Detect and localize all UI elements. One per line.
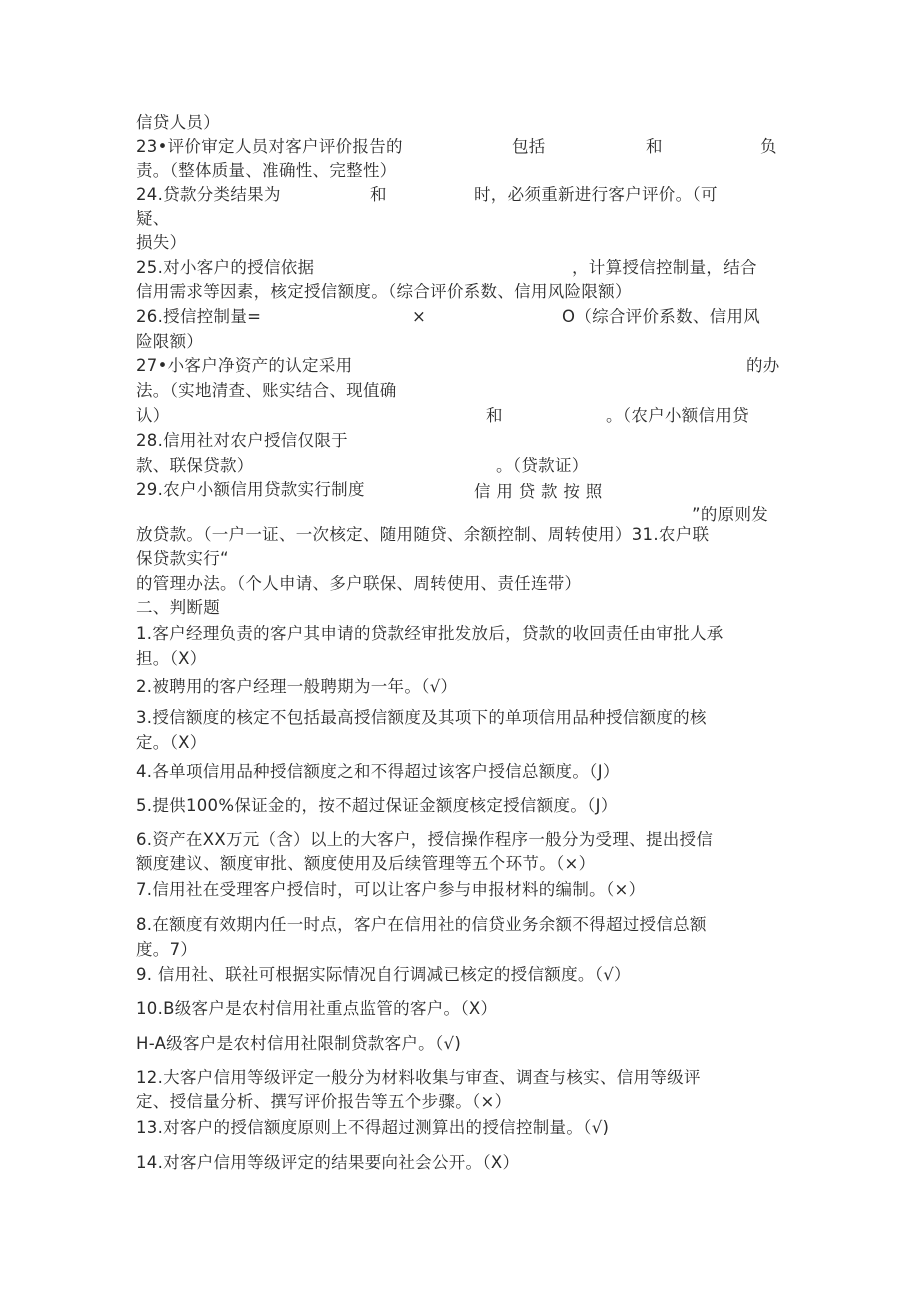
judge-2: 2.被聘用的客户经理一般聘期为一年。（√）	[136, 677, 458, 696]
judge-5: 5.提供100%保证金的，按不超过保证金额度核定授信额度。（J）	[136, 796, 618, 815]
judge-7: 7.信用社在受理客户授信时，可以让客户参与申报材料的编制。（×）	[136, 880, 646, 899]
question-24-answer-a: 疑、	[136, 209, 170, 228]
judge-10: 10.B级客户是农村信用社重点监管的客户。（X）	[136, 999, 498, 1018]
judge-8-b: 度。7）	[136, 940, 198, 959]
question-26-rest: O（综合评价系数、信用风	[562, 307, 761, 326]
question-23-answer: 责。（整体质量、准确性、完整性）	[136, 161, 397, 180]
judge-1-a: 1.客户经理负责的客户其申请的贷款经审批发放后，贷款的收回责任由审批人承	[136, 624, 724, 643]
question-31-answer: 的管理办法。（个人申请、多户联保、周转使用、责任连带）	[136, 574, 582, 593]
section-title: 二、判断题	[136, 598, 220, 617]
question-29-answer: 放贷款。（一户一证、一次核定、随用随贷、余额控制、周转使用）31.农户联	[136, 525, 710, 544]
question-23-fu: 负	[760, 137, 777, 156]
question-26-text: 26.授信控制量=	[136, 307, 262, 326]
question-29-text: 29.农户小额信用贷款实行制度	[136, 480, 365, 499]
question-27-answer-a: 法。（实地清查、账实结合、现值确	[136, 381, 397, 400]
judge-6-b: 额度建议、额度审批、额度使用及后续管理等五个环节。（×）	[136, 854, 596, 873]
question-27-text: 27•小客户净资产的认定采用	[136, 356, 353, 375]
question-25-rest: ，计算授信控制量，结合	[572, 258, 757, 277]
judge-12-b: 定、授信量分析、撰写评价报告等五个步骤。（×）	[136, 1092, 512, 1111]
question-31-text: 保贷款实行“	[136, 549, 229, 568]
question-25-answer: 信用需求等因素，核定授信额度。（综合评价系数、信用风险限额）	[136, 282, 632, 301]
question-29-principle: ”的原则发	[692, 505, 769, 524]
question-23-include: 包括	[512, 137, 546, 156]
question-25-text: 25.对小客户的授信依据	[136, 258, 315, 277]
judge-11: H-A级客户是农村信用社限制贷款客户。（√)	[136, 1034, 462, 1053]
judge-9: 9. 信用社、联社可根据实际情况自行调减已核定的授信额度。（√）	[136, 965, 631, 984]
question-24-and: 和	[370, 185, 387, 204]
question-23-text: 23•评价审定人员对客户评价报告的	[136, 137, 403, 156]
question-24-rest: 时，必须重新进行客户评价。（可	[474, 185, 718, 204]
judge-13: 13.对客户的授信额度原则上不得超过测算出的授信控制量。（√)	[136, 1118, 610, 1137]
judge-12-a: 12.大客户信用等级评定一般分为材料收集与审查、调查与核实、信用等级评	[136, 1068, 701, 1087]
question-28-answer-a: 。（农户小额信用贷	[606, 406, 749, 425]
question-24-answer-b: 损失）	[136, 233, 187, 252]
question-27-rest: 的办	[746, 356, 780, 375]
question-28-text: 28.信用社对农户授信仅限于	[136, 431, 348, 450]
judge-14: 14.对客户信用等级评定的结果要向社会公开。（X）	[136, 1153, 520, 1172]
question-28-answer-b: 款、联保贷款）	[136, 456, 254, 475]
question-28-rest: 。（贷款证）	[496, 456, 589, 475]
question-27-answer-b: 认）	[136, 406, 170, 425]
judge-6-a: 6.资产在XX万元（含）以上的大客户，授信操作程序一般分为受理、提出授信	[136, 830, 714, 849]
judge-1-b: 担。（X）	[136, 649, 207, 668]
judge-4: 4.各单项信用品种授信额度之和不得超过该客户授信总额度。（J）	[136, 762, 620, 781]
question-26-answer: 险限额）	[136, 332, 204, 351]
question-29-credit: 信 用 贷 款 按 照	[474, 482, 603, 501]
judge-8-a: 8.在额度有效期内任一时点，客户在信用社的信贷业务余额不得超过授信总额	[136, 915, 707, 934]
question-23-and: 和	[646, 137, 663, 156]
question-26-times: ×	[412, 307, 427, 326]
judge-3-b: 定。（X）	[136, 733, 207, 752]
question-24-text: 24.贷款分类结果为	[136, 185, 281, 204]
question-28-and: 和	[486, 406, 503, 425]
line-1: 信贷人员）	[136, 113, 220, 132]
judge-3-a: 3.授信额度的核定不包括最高授信额度及其项下的单项信用品种授信额度的核	[136, 708, 707, 727]
